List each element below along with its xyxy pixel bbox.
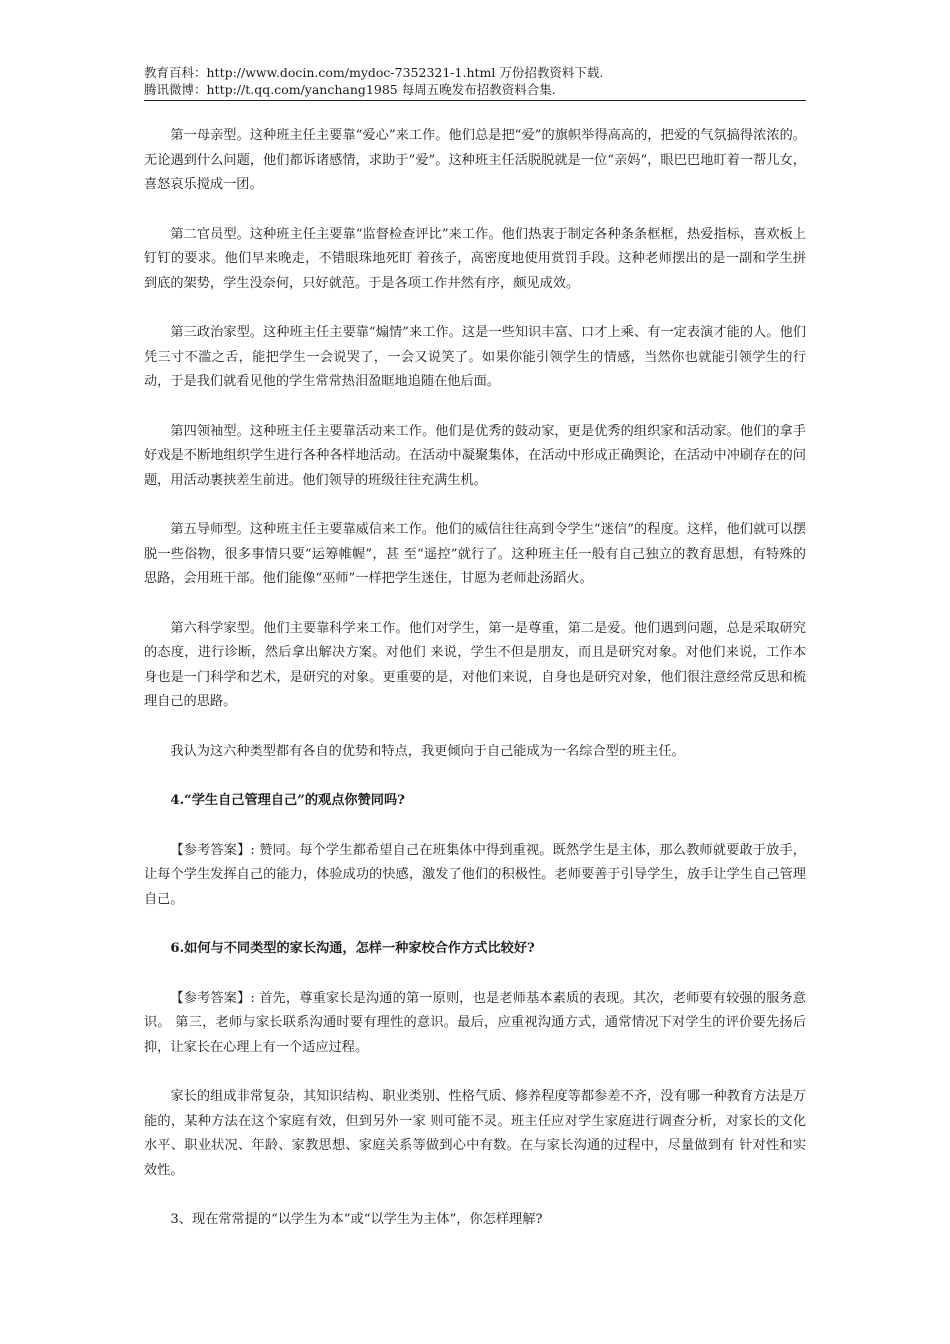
answer-6-paragraph: 【参考答案】: 首先，尊重家长是沟通的第一原则，也是老师基本素质的表现。其次，老师要有较强的服务意识。 第三，老师与家长联系沟通时要有理性的意识。最后，应重视沟通方式，通常情况下对学生的评价要先扬后抑，让家长在心理上有一个适应过程。 — [144, 990, 806, 1055]
document-body — [144, 124, 806, 1258]
paragraph-official-type: 第二官员型。这种班主任主要靠“监督检查评比”来工作。他们热衷于制定各种条条框框，热爱指标，喜欢板上钉钉的要求。他们早来晚走，不错眼珠地死盯 着孩子，高密度地使用赏罚手段。这种老师摆出的是一副和学生拼到底的架势，学生没奈何，只好就范。于是各项工作井然有序，颇见成效。 — [144, 226, 806, 291]
paragraph-politician-type: 第三政治家型。这种班主任主要靠“煽情”来工作。这是一些知识丰富、口才上乘、有一定表演才能的人。他们凭三寸不滥之舌，能把学生一会说哭了，一会又说笑了。如果你能引领学生的情感，当然你也就能引领学生的行动，于是我们就看见他的学生常常热泪盈眶地追随在他后面。 — [144, 325, 806, 389]
paragraph-leader-type: 第四领袖型。这种班主任主要靠活动来工作。他们是优秀的鼓动家，更是优秀的组织家和活动家。他们的拿手好戏是不断地组织学生进行各种各样地活动。在活动中凝聚集体，在活动中形成正确舆论，在活动中冲刷存在的问题，用活动裹挟差生前进。他们领导的班级往往充满生机。 — [144, 423, 806, 488]
paragraph-parents: 家长的组成非常复杂，其知识结构、职业类别、性格气质、修养程度等都参差不齐，没有哪一种教育方法是万能的，某种方法在这个家庭有效，但到另外一家 则可能不灵。班主任应对学生家庭进行调查分析，对家长的文化水平、职业状况、年龄、家教思想、家庭关系等做到心中有数。在与家长沟通的过程中，尽量做到有 针对性和实效性。 — [144, 1089, 806, 1178]
question-3-heading: 3、现在常常提的“以学生为本”或“以学生为主体”，你怎样理解? — [170, 1212, 543, 1227]
paragraph-mother-type: 第一母亲型。这种班主任主要靠“爱心”来工作。他们总是把“爱”的旗帜举得高高的，把爱的气氛搞得浓浓的。无论遇到什么问题，他们都诉诸感情，求助于“爱”。这种班主任活脱脱就是一位“亲妈”，眼巴巴地盯着一帮儿女，喜怒哀乐搅成一团。 — [144, 128, 806, 192]
paragraph-mentor-type: 第五导师型。这种班主任主要靠威信来工作。他们的威信往往高到令学生“迷信”的程度。这样，他们就可以摆脱一些俗物，很多事情只要“运筹帷幄”，甚 至“遥控”就行了。这种班主任一般有自己独立的教育思想，有特殊的思路，会用班干部。他们能像“巫师”一样把学生迷住，甘愿为老师赴汤蹈火。 — [144, 522, 806, 586]
header-line-weibo: 腾讯微博：http://t.qq.com/yanchang1985 每周五晚发布招教资料合集. — [144, 82, 556, 97]
paragraph-scientist-type: 第六科学家型。他们主要靠科学来工作。他们对学生，第一是尊重，第二是爱。他们遇到问题，总是采取研究的态度，进行诊断，然后拿出解决方案。对他们 来说，学生不但是朋友，而且是研究对象。对他们来说，工作本身也是一门科学和艺术，是研究的对象。更重要的是，对他们来说，自身也是研究对象，他们很注意经常反思和梳理自己的思路。 — [144, 620, 806, 709]
header-line-docin: 教育百科：http://www.docin.com/mydoc-7352321-1.html 万份招教资料下载. — [144, 65, 604, 80]
page-header — [144, 64, 806, 101]
answer-4-paragraph: 【参考答案】: 赞同。每个学生都希望自己在班集体中得到重视。既然学生是主体，那么教师就要敢于放手，让每个学生发挥自己的能力，体验成功的快感，激发了他们的积极性。老师要善于引导学生，放手让学生自己管理自己。 — [144, 842, 806, 907]
question-6-heading: 6.如何与不同类型的家长沟通，怎样一种家校合作方式比较好? — [170, 941, 535, 956]
paragraph-conclusion: 我认为这六种类型都有各自的优势和特点，我更倾向于自己能成为一名综合型的班主任。 — [170, 743, 685, 759]
question-4-heading: 4.“学生自己管理自己”的观点你赞同吗? — [170, 793, 405, 808]
